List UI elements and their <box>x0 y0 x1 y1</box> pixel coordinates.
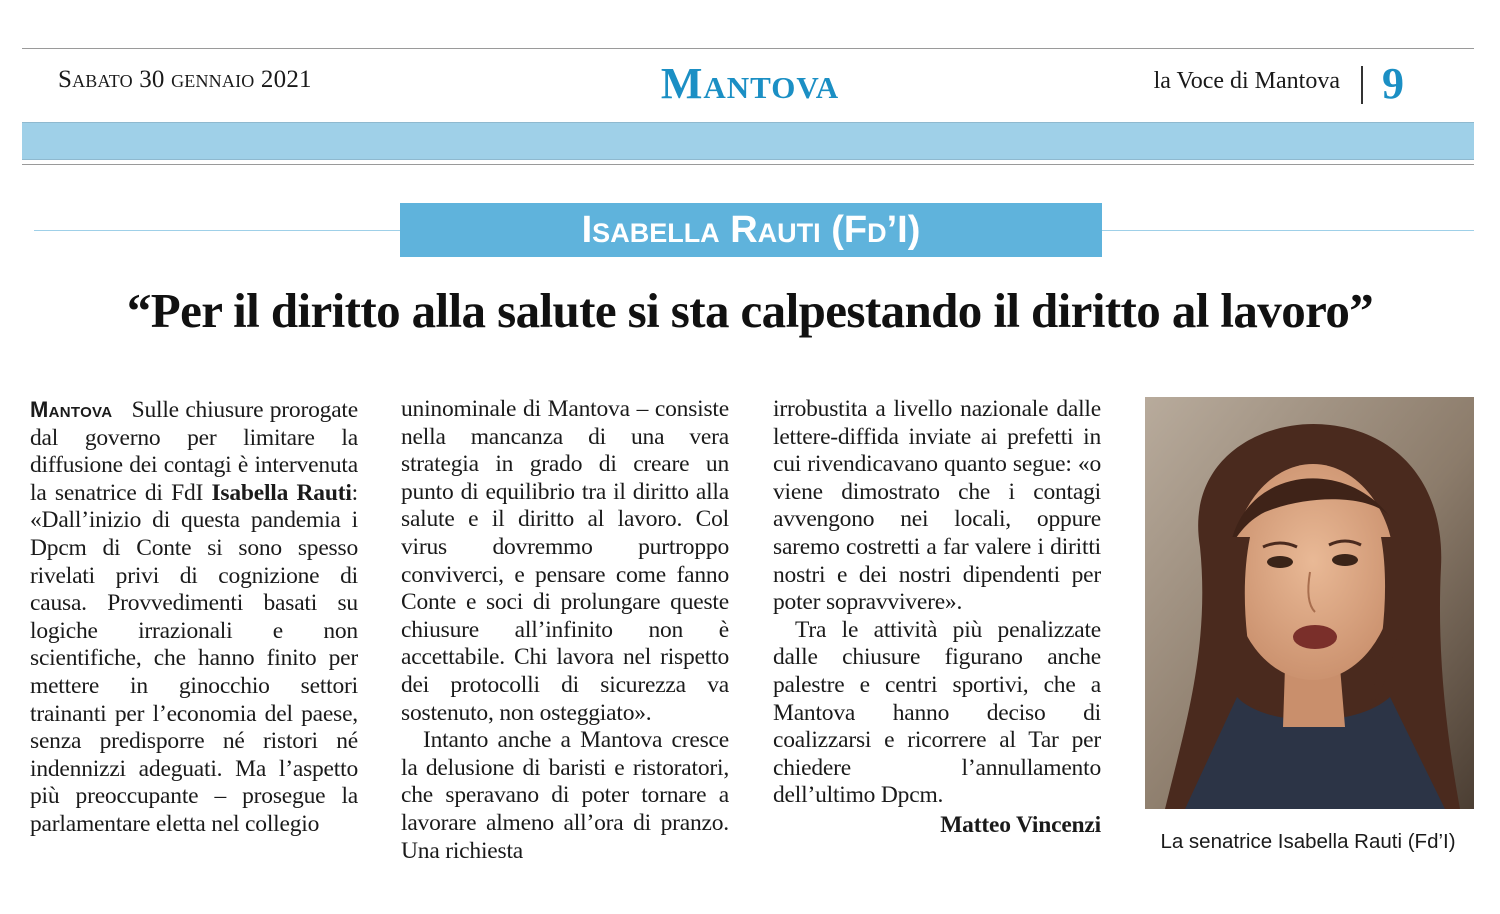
column-1-text-b: : «Dall’inizio di questa pandemia i Dpcm di Conte si sono spesso rivelati privi di cognizione di causa. Provvedimenti basati su logiche irrazionali e non scientifiche, che hanno finito per mettere in ginocchio settori trainanti per l’economia del paese, senza predisporre né ristori né indennizzi adeguati. Ma l’aspetto più preoccupante – prosegue la parlamentare eletta nel collegio <box>30 479 358 837</box>
section-title: Mantova <box>660 59 840 108</box>
top-rule <box>22 48 1474 49</box>
photo-caption: La senatrice Isabella Rauti (Fd’I) <box>1160 830 1456 853</box>
newspaper-name: la Voce di Mantova <box>1153 68 1340 94</box>
article-headline: “Per il diritto alla salute si sta calpestando il diritto al lavoro” <box>126 283 1374 338</box>
dateline: Mantova <box>30 397 113 422</box>
article-column-3 <box>773 396 1101 840</box>
column-1-text-a: Sulle chiusure prorogate dal governo per limitare la diffusione dei contagi è intervenuta la senatrice di FdI <box>30 397 358 506</box>
senator-name: Isabella Rauti <box>211 479 352 506</box>
column-3-paragraph-2: Tra le attività più penalizzate dalle chiusure figurano anche palestre e centri sportivi, che a Mantova hanno deciso di coalizzarsi e ricorrere al Tar per chiedere l’annullamento dell’ultimo Dpcm. <box>773 616 1101 809</box>
article-kicker: Isabella Rauti (Fd’I) <box>400 203 1102 257</box>
byline: Matteo Vincenzi <box>940 811 1101 838</box>
column-2-paragraph-2: Intanto anche a Mantova cresce la delusione di baristi e ristoratori, che speravano di poter tornare a lavorare almeno all’ora di pranzo. Una richiesta <box>401 727 729 864</box>
column-3-paragraph-1: irrobustita a livello nazionale dalle lettere-diffida inviate ai prefetti in cui rivendicavano quanto segue: «o viene dimostrato che i contagi avvengono nei locali, oppure saremo costretti a far valere i diritti nostri e dei nostri dipendenti per poter sopravvivere». <box>773 396 1101 616</box>
issue-date: Sabato 30 gennaio 2021 <box>58 66 312 93</box>
band-rule <box>22 164 1474 165</box>
article-column-1 <box>30 396 358 839</box>
senator-photo <box>1145 397 1474 809</box>
column-2-paragraph-1: uninominale di Mantova – consiste nella mancanza di una vera strategia in grado di creare un punto di equilibrio tra il diritto alla salute e il diritto al lavoro. Col virus dovremmo purtroppo conviverci, e pensare come fanno Conte e soci di prolungare queste chiusure all’infinito non è accettabile. Chi lavora nel rispetto dei protocolli di sicurezza va sostenuto, non osteggiato». <box>401 396 729 726</box>
page-number: 9 <box>1382 59 1404 108</box>
header-divider <box>1361 66 1363 104</box>
article-column-2 <box>401 396 729 865</box>
portrait-illustration <box>1145 397 1474 809</box>
header-band <box>22 122 1474 160</box>
